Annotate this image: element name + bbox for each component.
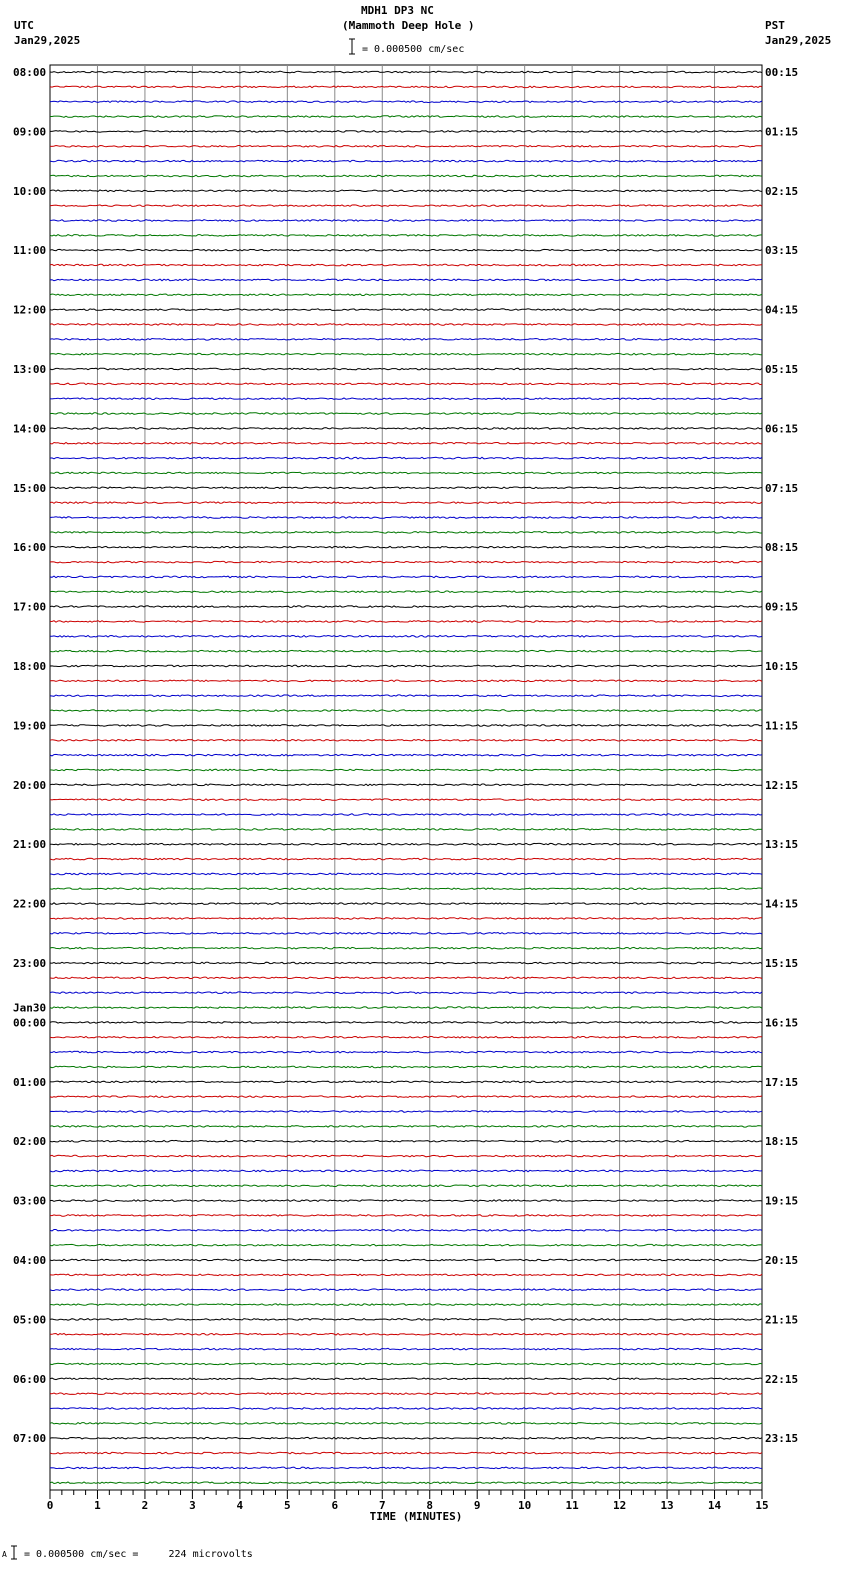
left-hour-label: 23:00 (13, 957, 47, 970)
trace-94 (50, 1467, 762, 1469)
trace-28 (50, 487, 762, 489)
trace-77 (50, 1215, 762, 1217)
trace-7 (50, 175, 762, 177)
trace-76 (50, 1200, 762, 1202)
trace-44 (50, 725, 762, 727)
trace-50 (50, 814, 762, 816)
plot-frame (50, 65, 762, 1490)
trace-0 (50, 71, 762, 73)
trace-36 (50, 606, 762, 608)
x-tick-label: 10 (518, 1499, 532, 1512)
trace-20 (50, 368, 762, 370)
right-hour-label: 23:15 (765, 1432, 799, 1446)
x-tick-label: 7 (378, 1499, 386, 1512)
x-tick-label: 5 (284, 1499, 291, 1512)
right-hour-label: 21:15 (765, 1313, 799, 1327)
trace-60 (50, 962, 762, 964)
right-hour-label: 22:15 (765, 1372, 799, 1386)
trace-45 (50, 740, 762, 742)
right-hour-label: 10:15 (765, 660, 799, 673)
trace-3 (50, 116, 762, 118)
left-hour-label: 12:00 (13, 303, 47, 317)
trace-49 (50, 799, 762, 801)
right-hour-label: 09:15 (765, 600, 799, 614)
trace-29 (50, 502, 762, 504)
trace-74 (50, 1170, 762, 1172)
x-tick-label: 6 (331, 1499, 339, 1512)
right-hour-label: 11:15 (765, 719, 799, 733)
trace-91 (50, 1423, 762, 1425)
date-change-label: Jan30 (13, 1001, 47, 1015)
right-hour-label: 15:15 (765, 957, 799, 970)
x-tick-label: 8 (426, 1499, 434, 1512)
x-tick-label: 1 (94, 1499, 101, 1512)
trace-13 (50, 264, 762, 266)
trace-19 (50, 353, 762, 355)
trace-8 (50, 190, 762, 192)
trace-90 (50, 1408, 762, 1410)
trace-55 (50, 888, 762, 890)
trace-14 (50, 279, 762, 281)
right-hour-label: 04:15 (765, 303, 799, 317)
trace-52 (50, 843, 762, 845)
right-hour-label: 12:15 (765, 778, 799, 792)
trace-66 (50, 1051, 762, 1053)
x-tick-label: 2 (141, 1499, 149, 1512)
x-tick-label: 14 (707, 1499, 722, 1512)
trace-17 (50, 324, 762, 326)
trace-40 (50, 665, 762, 667)
trace-47 (50, 769, 762, 771)
trace-42 (50, 695, 762, 697)
left-hour-label: 06:00 (13, 1372, 47, 1386)
right-hour-label: 03:15 (765, 244, 799, 258)
trace-32 (50, 546, 762, 548)
trace-79 (50, 1244, 762, 1246)
trace-84 (50, 1319, 762, 1321)
trace-33 (50, 561, 762, 563)
trace-23 (50, 413, 762, 415)
trace-72 (50, 1140, 762, 1142)
trace-80 (50, 1259, 762, 1261)
right-hour-label: 06:15 (765, 422, 799, 436)
left-hour-label: 09:00 (13, 125, 47, 139)
trace-38 (50, 636, 762, 638)
left-hour-label: 04:00 (13, 1254, 47, 1267)
x-tick-label: 15 (755, 1499, 769, 1512)
trace-65 (50, 1037, 762, 1039)
x-tick-label: 13 (660, 1499, 674, 1512)
left-hour-label: 01:00 (13, 1075, 47, 1089)
trace-67 (50, 1066, 762, 1068)
station-title: MDH1 DP3 NC (361, 4, 434, 17)
left-hour-label: 02:00 (13, 1135, 47, 1149)
trace-16 (50, 309, 762, 311)
left-hour-label: 14:00 (13, 422, 47, 436)
trace-54 (50, 873, 762, 875)
trace-81 (50, 1274, 762, 1276)
trace-58 (50, 933, 762, 935)
left-date: Jan29,2025 (14, 34, 81, 47)
trace-27 (50, 472, 762, 474)
trace-87 (50, 1363, 762, 1365)
station-location: (Mammoth Deep Hole ) (342, 19, 475, 32)
trace-43 (50, 710, 762, 712)
trace-63 (50, 1007, 762, 1009)
trace-88 (50, 1378, 762, 1380)
trace-51 (50, 829, 762, 831)
right-hour-label: 16:15 (765, 1016, 799, 1030)
trace-24 (50, 428, 762, 430)
trace-15 (50, 294, 762, 296)
right-hour-label: 07:15 (765, 481, 799, 495)
trace-53 (50, 858, 762, 860)
trace-83 (50, 1304, 762, 1306)
right-hour-label: 01:15 (765, 125, 799, 139)
trace-26 (50, 457, 762, 459)
left-hour-label: 20:00 (13, 778, 47, 792)
trace-69 (50, 1096, 762, 1098)
x-tick-label: 0 (46, 1499, 54, 1512)
trace-78 (50, 1230, 762, 1232)
trace-35 (50, 591, 762, 593)
trace-31 (50, 532, 762, 534)
left-hour-label: 15:00 (13, 481, 47, 495)
trace-22 (50, 398, 762, 400)
left-hour-label: 18:00 (13, 660, 47, 673)
trace-25 (50, 443, 762, 445)
x-tick-label: 4 (236, 1499, 244, 1512)
trace-61 (50, 977, 762, 979)
trace-34 (50, 576, 762, 578)
right-hour-label: 20:15 (765, 1254, 799, 1267)
trace-64 (50, 1022, 762, 1024)
trace-4 (50, 131, 762, 133)
left-hour-label: 03:00 (13, 1194, 47, 1208)
trace-95 (50, 1482, 762, 1484)
left-hour-label: 05:00 (13, 1313, 47, 1327)
right-hour-label: 05:15 (765, 363, 799, 376)
left-hour-label: 10:00 (13, 184, 47, 198)
trace-10 (50, 220, 762, 222)
left-hour-label: 11:00 (13, 244, 47, 258)
trace-11 (50, 235, 762, 237)
trace-9 (50, 205, 762, 207)
right-hour-label: 02:15 (765, 184, 799, 198)
left-hour-label: 07:00 (13, 1432, 47, 1446)
trace-70 (50, 1111, 762, 1113)
left-timezone: UTC (14, 19, 34, 32)
trace-21 (50, 383, 762, 385)
trace-85 (50, 1334, 762, 1336)
left-hour-label: 19:00 (13, 719, 47, 733)
trace-12 (50, 249, 762, 251)
scale-label: = 0.000500 cm/sec (362, 44, 465, 55)
left-hour-label: 08:00 (13, 66, 47, 79)
left-hour-label: 21:00 (13, 838, 47, 852)
right-hour-label: 13:15 (765, 838, 799, 852)
footer-corner-mark: A (2, 1550, 7, 1559)
right-hour-label: 00:15 (765, 66, 799, 79)
left-hour-label: 22:00 (13, 897, 47, 911)
trace-57 (50, 918, 762, 920)
right-hour-label: 08:15 (765, 541, 799, 555)
trace-89 (50, 1393, 762, 1395)
left-hour-label: 00:00 (13, 1016, 47, 1030)
trace-46 (50, 754, 762, 756)
trace-75 (50, 1185, 762, 1187)
trace-41 (50, 680, 762, 682)
trace-39 (50, 650, 762, 652)
right-timezone: PST (765, 19, 785, 32)
trace-82 (50, 1289, 762, 1291)
trace-2 (50, 101, 762, 103)
x-tick-label: 12 (612, 1499, 627, 1512)
trace-18 (50, 339, 762, 341)
trace-73 (50, 1155, 762, 1157)
x-tick-label: 3 (189, 1499, 196, 1512)
trace-62 (50, 992, 762, 994)
trace-56 (50, 903, 762, 905)
left-hour-label: 13:00 (13, 363, 47, 376)
right-hour-label: 18:15 (765, 1135, 799, 1149)
trace-6 (50, 160, 762, 162)
trace-86 (50, 1348, 762, 1350)
x-axis-label: TIME (MINUTES) (369, 1510, 463, 1523)
right-date: Jan29,2025 (765, 34, 832, 47)
trace-93 (50, 1452, 762, 1454)
trace-37 (50, 621, 762, 623)
right-hour-label: 19:15 (765, 1194, 799, 1208)
left-hour-label: 17:00 (13, 600, 47, 614)
right-hour-label: 17:15 (765, 1075, 799, 1089)
x-tick-label: 9 (473, 1499, 481, 1512)
trace-92 (50, 1437, 762, 1439)
x-tick-label: 11 (565, 1499, 579, 1512)
trace-71 (50, 1126, 762, 1128)
trace-1 (50, 86, 762, 88)
trace-5 (50, 146, 762, 148)
footer-scale-note: = 0.000500 cm/sec = 224 microvolts (24, 1549, 253, 1560)
trace-48 (50, 784, 762, 786)
right-hour-label: 14:15 (765, 897, 799, 911)
trace-59 (50, 947, 762, 949)
trace-30 (50, 517, 762, 519)
left-hour-label: 16:00 (13, 541, 47, 555)
trace-68 (50, 1081, 762, 1083)
